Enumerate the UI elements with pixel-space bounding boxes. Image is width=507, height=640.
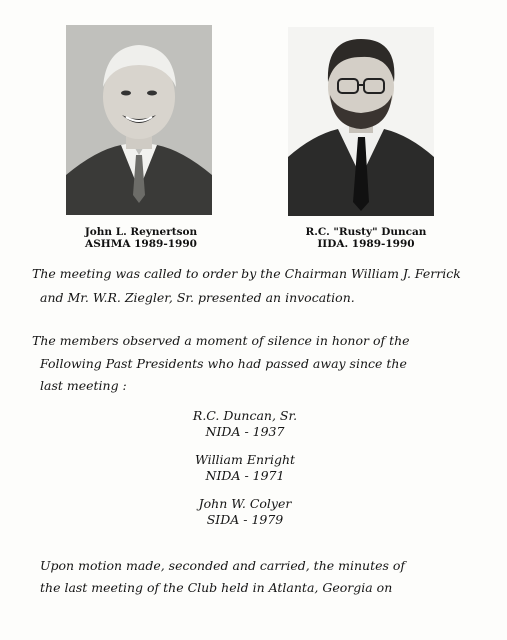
past-president-3 [160, 496, 330, 528]
paragraph-1-line-1: The meeting was called to order by the Chairman William J. Ferrick [32, 266, 461, 281]
paragraph-2-line-2: Following Past Presidents who had passed away since the [40, 356, 407, 371]
paragraph-3-line-1: Upon motion made, seconded and carried, the minutes of [40, 558, 406, 573]
portrait-photo-right [288, 27, 434, 216]
past-president-1-detail: NIDA - 1937 [205, 424, 285, 439]
past-president-1-name: R.C. Duncan, Sr. [192, 408, 298, 423]
past-president-3-detail: SIDA - 1979 [206, 512, 284, 527]
portrait-photo-left [66, 25, 212, 215]
portrait-left-illustration [66, 25, 212, 215]
paragraph-2-line-3: last meeting : [40, 378, 127, 393]
past-president-2 [160, 452, 330, 484]
caption-left [56, 226, 226, 250]
past-president-1 [160, 408, 330, 440]
past-president-2-name: William Enright [194, 452, 296, 467]
caption-left-name: John L. Reynertson [84, 226, 198, 238]
caption-right [276, 226, 456, 250]
past-president-3-name: John W. Colyer [198, 496, 292, 511]
portrait-right-illustration [288, 27, 434, 216]
paragraph-2-line-1: The members observed a moment of silence in honor of the [32, 333, 410, 348]
caption-right-title: IIDA. 1989-1990 [317, 238, 415, 250]
past-president-2-detail: NIDA - 1971 [205, 468, 285, 483]
paragraph-1-line-2: and Mr. W.R. Ziegler, Sr. presented an invocation. [40, 290, 355, 305]
caption-left-title: ASHMA 1989-1990 [85, 238, 197, 250]
caption-right-name: R.C. "Rusty" Duncan [305, 226, 427, 238]
paragraph-3-line-2: the last meeting of the Club held in Atlanta, Georgia on [40, 580, 393, 595]
